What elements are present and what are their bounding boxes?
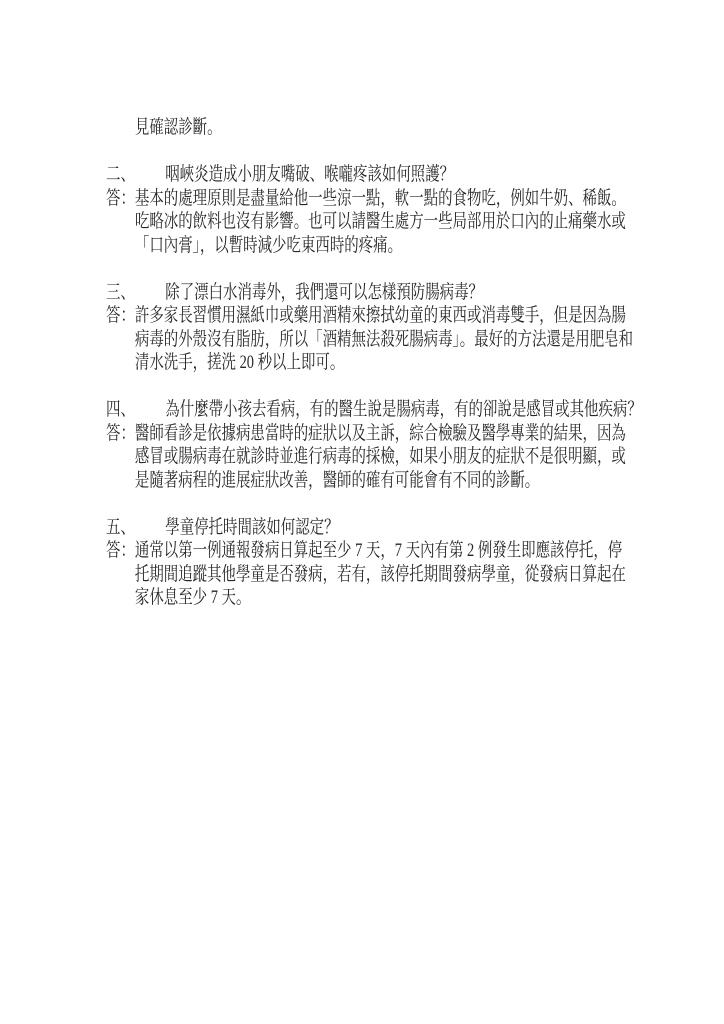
answer-prefix: 答： (106, 187, 135, 209)
answer-text: 醫師看診是依據病患當時的症狀以及主訴，綜合檢驗及醫學專業的結果，因為 (134, 422, 626, 444)
question-line (106, 516, 642, 540)
answer-line: 病毒的外殼沒有脂肪，所以「酒精無法殺死腸病毒」。最好的方法還是用肥皂和 (134, 328, 634, 350)
qa-section-3 (106, 281, 724, 375)
question-number: 四、 (106, 399, 135, 420)
question-number: 二、 (106, 164, 135, 185)
question-number: 三、 (106, 281, 135, 303)
answer-line-first (106, 304, 642, 328)
answer-line-first (106, 422, 642, 446)
qa-section-5 (106, 516, 724, 610)
answer-prefix: 答： (106, 305, 135, 326)
document-text-block (106, 116, 724, 610)
answer-line-first (106, 539, 642, 563)
question-line (106, 163, 642, 187)
answer-line-first (106, 187, 642, 211)
answer-line: 托期間追蹤其他學童是否發病，若有，該停托期間發病學童，從發病日算起在 (134, 563, 626, 585)
continuation-line: 見確認診斷。 (134, 117, 222, 138)
question-text: 除了漂白水消毒外，我們還可以怎樣預防腸病毒？ (165, 281, 483, 303)
answer-text: 基本的處理原則是盡量給他一些涼一點，軟一點的食物吃，例如牛奶、稀飯。 (134, 187, 626, 209)
question-line (106, 281, 642, 305)
question-text: 咽峽炎造成小朋友嘴破、喉嚨疼該如何照護？ (165, 164, 455, 185)
answer-line: 感冒或腸病毒在就診時並進行病毒的採檢，如果小朋友的症狀不是很明顯，或 (134, 446, 626, 467)
answer-text: 許多家長習慣用濕紙巾或藥用酒精來擦拭幼童的東西或消毒雙手，但是因為腸 (134, 305, 626, 326)
qa-section-2 (106, 163, 724, 257)
answer-line: 「口內膏」，以暫時減少吃東西時的疼痛。 (134, 234, 403, 256)
answer-prefix: 答： (106, 540, 135, 561)
question-text: 為什麼帶小孩去看病，有的醫生說是腸病毒，有的卻說是感冒或其他疾病？ (165, 399, 642, 420)
qa-section-4 (106, 398, 724, 492)
answer-line: 是隨著病程的進展症狀改善，醫師的確有可能會有不同的診斷。 (134, 469, 540, 491)
answer-line: 吃略冰的飲料也沒有影響。也可以請醫生處方一些局部用於口內的止痛藥水或 (134, 211, 626, 232)
answer-text: 通常以第一例通報發病日算起至少 7 天，7 天內有第 2 例發生即應該停托，停 (134, 540, 623, 561)
answer-prefix: 答： (106, 422, 135, 444)
answer-line: 家休息至少 7 天。 (134, 587, 251, 608)
answer-line: 清水洗手，搓洗 20 秒以上即可。 (134, 352, 345, 373)
question-number: 五、 (106, 516, 135, 538)
question-text: 學童停托時間該如何認定？ (165, 516, 339, 538)
question-line (106, 398, 642, 422)
